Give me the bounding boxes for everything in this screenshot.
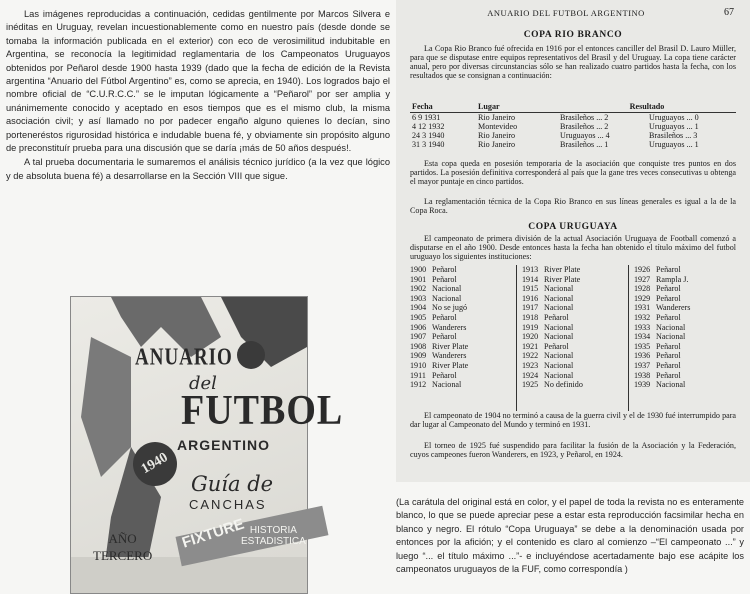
cover-edition: AÑO TERCERO xyxy=(93,531,153,563)
champion-row xyxy=(410,361,468,371)
champion-year: 1905 xyxy=(410,312,427,322)
champion-row xyxy=(410,342,468,352)
champion-row xyxy=(522,313,583,323)
champion-year: 1906 xyxy=(410,322,427,332)
champion-club: Nacional xyxy=(656,380,686,390)
cover-canchas: CANCHAS xyxy=(189,497,267,512)
champion-year: 1908 xyxy=(410,341,427,351)
champion-row xyxy=(410,284,468,294)
champion-row xyxy=(410,265,468,275)
champion-club: Nacional xyxy=(432,380,462,390)
champion-club: Peñarol xyxy=(544,341,569,351)
rio-branco-note: La reglamentación técnica de la Copa Rio Branco en sus líneas generales es igual a la de la Copa Roca. xyxy=(410,197,736,215)
champion-year: 1912 xyxy=(410,380,427,390)
champion-club: Nacional xyxy=(544,351,574,361)
champion-row xyxy=(634,275,690,285)
section-title-rio-branco: COPA RIO BRANCO xyxy=(523,30,623,40)
champion-club: Nacional xyxy=(656,332,686,342)
champion-row xyxy=(634,313,690,323)
article-paragraph: Las imágenes reproducidas a continuación, cedidas gentilmente por Marcos Silvera e inéditas en Uruguay, revelan incuestionablemente como en nuestro país (desde donde se tomaba la información publicada en el exterior) con eco de verosimilitud indubitable en Argentina, se reconocía la legitimidad reglamentaria de los Campeonatos Uruguayos obtenidos por Peñarol desde 1900 hasta 1939 (dado que la fecha de edición de la Revista argentina “Anuario del Fútbol Argentino” es, como se aprecia, en 1940). Los logrados bajo el nombre oficial de “C.U.R.C.C.” se le imputan lógicamente a “Peñarol” por ser amplia y unánimemente conocido y aceptado en esos tiempos que es el mismo club, la misma asociación civil; y así llamado no por padecer engaño alguno quienes lo decían, sino porteneréstos rigurosidad histórica e indudable buena fé, y obviamente sin propósito alguno de preconstituír prueba para una discusión que se daría ¡más de 50 años después!. xyxy=(6,9,390,154)
champion-row xyxy=(410,275,468,285)
champion-club: Nacional xyxy=(656,322,686,332)
champion-club: Peñarol xyxy=(656,370,681,380)
champion-year: 1915 xyxy=(522,284,539,294)
table-row: 6 9 1931 Rio Janeiro Brasileños ... 2 Uruguayos ... 0 xyxy=(412,113,699,122)
left-article xyxy=(6,8,390,183)
champion-year: 1926 xyxy=(634,265,651,274)
table-row: 24 3 1940 Rio Janeiro Uruguayos ... 4 Brasileños ... 3 xyxy=(412,131,698,140)
champion-club: Nacional xyxy=(432,284,462,294)
cover-fixture: FIXTURE xyxy=(179,515,247,552)
champion-row xyxy=(410,323,468,333)
champions-column-2 xyxy=(522,265,583,390)
champion-row xyxy=(634,371,690,381)
champions-column-1 xyxy=(410,265,468,390)
champion-row xyxy=(522,332,583,342)
champion-year: 1914 xyxy=(522,274,539,284)
champion-club: River Plate xyxy=(544,274,581,284)
champion-year: 1928 xyxy=(634,284,651,294)
champion-year: 1916 xyxy=(522,293,539,303)
champion-year: 1933 xyxy=(634,322,651,332)
cover-title-futbol: FUTBOL xyxy=(181,387,344,435)
champion-club: Peñarol xyxy=(432,274,457,284)
champion-row xyxy=(634,380,690,390)
running-header: ANUARIO DEL FUTBOL ARGENTINO xyxy=(487,8,645,18)
champion-row xyxy=(634,284,690,294)
champion-club: Peñarol xyxy=(656,265,681,274)
champion-row xyxy=(522,323,583,333)
champion-year: 1919 xyxy=(522,322,539,332)
rio-branco-note: Esta copa queda en posesión temporaria de la asociación que conquiste tres puntos en dos partidos. La posesión definitiva corresponderá al país que la gane tres veces consecutivas u obtenga el mayor puntaje en cinco partidos. xyxy=(410,159,736,186)
champion-club: Nacional xyxy=(432,293,462,303)
table-row: 4 12 1932 Montevideo Brasileños ... 2 Uruguayos ... 1 xyxy=(412,122,699,131)
champion-row xyxy=(634,342,690,352)
champion-club: Wanderers xyxy=(432,322,467,332)
champion-club: Nacional xyxy=(544,303,574,313)
champion-club: Nacional xyxy=(544,332,574,342)
facsimile-page xyxy=(396,0,750,482)
champion-club: Nacional xyxy=(544,284,574,294)
champion-row xyxy=(410,351,468,361)
champion-row xyxy=(522,342,583,352)
champion-club: Peñarol xyxy=(432,332,457,342)
champion-club: Peñarol xyxy=(656,351,681,361)
champion-row xyxy=(522,275,583,285)
champion-row xyxy=(522,351,583,361)
champion-row xyxy=(410,371,468,381)
champion-year: 1907 xyxy=(410,332,427,342)
champion-year: 1927 xyxy=(634,274,651,284)
champion-club: Peñarol xyxy=(656,312,681,322)
champion-year: 1913 xyxy=(522,265,539,274)
champion-club: Nacional xyxy=(544,370,574,380)
champion-club: Wanderers xyxy=(656,303,691,313)
champion-year: 1931 xyxy=(634,303,651,313)
champion-club: Nacional xyxy=(544,322,574,332)
cover-title-argentino: ARGENTINO xyxy=(177,437,270,453)
column-header: Resultado xyxy=(558,101,736,113)
champion-year: 1900 xyxy=(410,265,427,274)
champion-club: Wanderers xyxy=(432,351,467,361)
champion-row xyxy=(634,265,690,275)
champion-year: 1924 xyxy=(522,370,539,380)
champion-year: 1936 xyxy=(634,351,651,361)
champion-row xyxy=(634,303,690,313)
champion-year: 1904 xyxy=(410,303,427,313)
champion-club: Peñarol xyxy=(432,370,457,380)
champion-row xyxy=(410,303,468,313)
champion-row xyxy=(634,332,690,342)
champion-year: 1939 xyxy=(634,380,651,390)
champion-club: Peñarol xyxy=(656,293,681,303)
champion-row xyxy=(634,294,690,304)
champion-row xyxy=(634,351,690,361)
champion-year: 1938 xyxy=(634,370,651,380)
champion-row xyxy=(410,380,468,390)
champion-club: River Plate xyxy=(432,360,469,370)
champion-year: 1922 xyxy=(522,351,539,361)
champion-club: No se jugó xyxy=(432,303,468,313)
champion-row xyxy=(522,380,583,390)
champion-row xyxy=(522,371,583,381)
image-caption: (La carátula del original está en color, y el papel de toda la revista no es enteramente blanco, lo que se puede apreciar pese a estar esta reproducción facsimilar hecha en blanco y negro. El rótulo “Copa Uruguaya” se debe a la denominación usada por entonces por la afición; y el contenido es claro al comienzo –“El campeonato ...” y luego “... el título máximo ...”- e incluyéndose acertadamente bajo ese acápite los campeonatos uruguayos de la FUF, como correspondía ) xyxy=(396,497,744,575)
cover-historia-estadistica: HISTORIA ESTADISTICA xyxy=(241,525,306,547)
champion-year: 1911 xyxy=(410,370,426,380)
champion-year: 1902 xyxy=(410,284,427,294)
champion-year: 1923 xyxy=(522,360,539,370)
champion-year: 1921 xyxy=(522,341,539,351)
champion-year: 1925 xyxy=(522,380,539,390)
champion-year: 1935 xyxy=(634,341,651,351)
champion-row xyxy=(522,284,583,294)
rio-branco-results-table xyxy=(410,101,736,149)
section-title-copa-uruguaya: COPA URUGUAYA xyxy=(528,222,618,232)
champion-row xyxy=(522,361,583,371)
cover-guia-de: Guía de xyxy=(191,472,274,496)
champion-club: Rampla J. xyxy=(656,274,689,284)
champion-year: 1917 xyxy=(522,303,539,313)
champion-club: Peñarol xyxy=(656,341,681,351)
champion-year: 1932 xyxy=(634,312,651,322)
cover-year-badge: 1940 xyxy=(125,434,185,494)
champion-row xyxy=(634,361,690,371)
champion-row xyxy=(410,294,468,304)
column-divider xyxy=(628,265,629,411)
table-header-row xyxy=(410,101,736,113)
copa-uruguaya-intro: El campeonato de primera división de la actual Asociación Uruguaya de Football comenzó a disputarse en el año 1900. Desde entonces hasta la fecha han obtenido el título máximo del futbol uruguayo los siguientes instituciones: xyxy=(410,234,736,261)
champion-year: 1918 xyxy=(522,312,539,322)
rio-branco-intro: La Copa Rio Branco fué ofrecida en 1916 por el entonces canciller del Brasil D. Lauro Müller, para que se disputase entre equipos representativos del Brasil y del Uruguay. La copa tiene carácter anual, pero por diversas circunstancias sólo se han realizado cuatro partidos hasta la fecha, con los resultados que se consignan a continuación: xyxy=(410,44,736,80)
champion-row xyxy=(522,303,583,313)
champion-year: 1934 xyxy=(634,332,651,342)
champion-year: 1920 xyxy=(522,332,539,342)
cover-title-del: del xyxy=(189,373,217,394)
column-header: Fecha xyxy=(410,101,476,113)
champion-club: River Plate xyxy=(544,265,581,274)
column-divider xyxy=(516,265,517,411)
champion-club: Nacional xyxy=(544,360,574,370)
table-row: 31 3 1940 Rio Janeiro Brasileños ... 1 Uruguayos ... 1 xyxy=(412,140,699,149)
champions-list xyxy=(410,265,740,417)
champions-column-3 xyxy=(634,265,690,390)
champion-club: River Plate xyxy=(432,341,469,351)
champion-club: Nacional xyxy=(544,293,574,303)
champion-year: 1937 xyxy=(634,360,651,370)
champion-year: 1901 xyxy=(410,274,427,284)
copa-uruguaya-note: El torneo de 1925 fué suspendido para facilitar la fusión de la Asociación y la Federación, cuyos campeones fueron Wanderers, en 1923, y Peñarol, en 1924. xyxy=(410,441,736,459)
magazine-cover-image xyxy=(70,296,344,594)
page-number: 67 xyxy=(724,7,734,18)
champion-row xyxy=(410,313,468,323)
champion-year: 1910 xyxy=(410,360,427,370)
champion-club: Peñarol xyxy=(656,360,681,370)
champion-club: Peñarol xyxy=(656,284,681,294)
champion-club: Peñarol xyxy=(432,312,457,322)
champion-year: 1909 xyxy=(410,351,427,361)
champion-row xyxy=(522,265,583,275)
champion-club: Peñarol xyxy=(432,265,457,274)
champion-row xyxy=(522,294,583,304)
champion-club: No definido xyxy=(544,380,583,390)
champion-year: 1929 xyxy=(634,293,651,303)
champion-club: Peñarol xyxy=(544,312,569,322)
copa-uruguaya-note: El campeonato de 1904 no terminó a causa de la guerra civil y el de 1930 fué interrumpido para dar lugar al Campeonato del Mundo y terminó en 1931. xyxy=(410,411,736,429)
article-paragraph: A tal prueba documentaria le sumaremos el análisis técnico jurídico (a la vez que lógico y de absoluta buena fé) a desarrollarse en la Sección VIII que sigue. xyxy=(6,157,390,181)
column-header: Lugar xyxy=(476,101,558,113)
champion-year: 1903 xyxy=(410,293,427,303)
champion-row xyxy=(634,323,690,333)
champion-row xyxy=(410,332,468,342)
cover-title-anuario: ANUARIO xyxy=(135,343,233,371)
